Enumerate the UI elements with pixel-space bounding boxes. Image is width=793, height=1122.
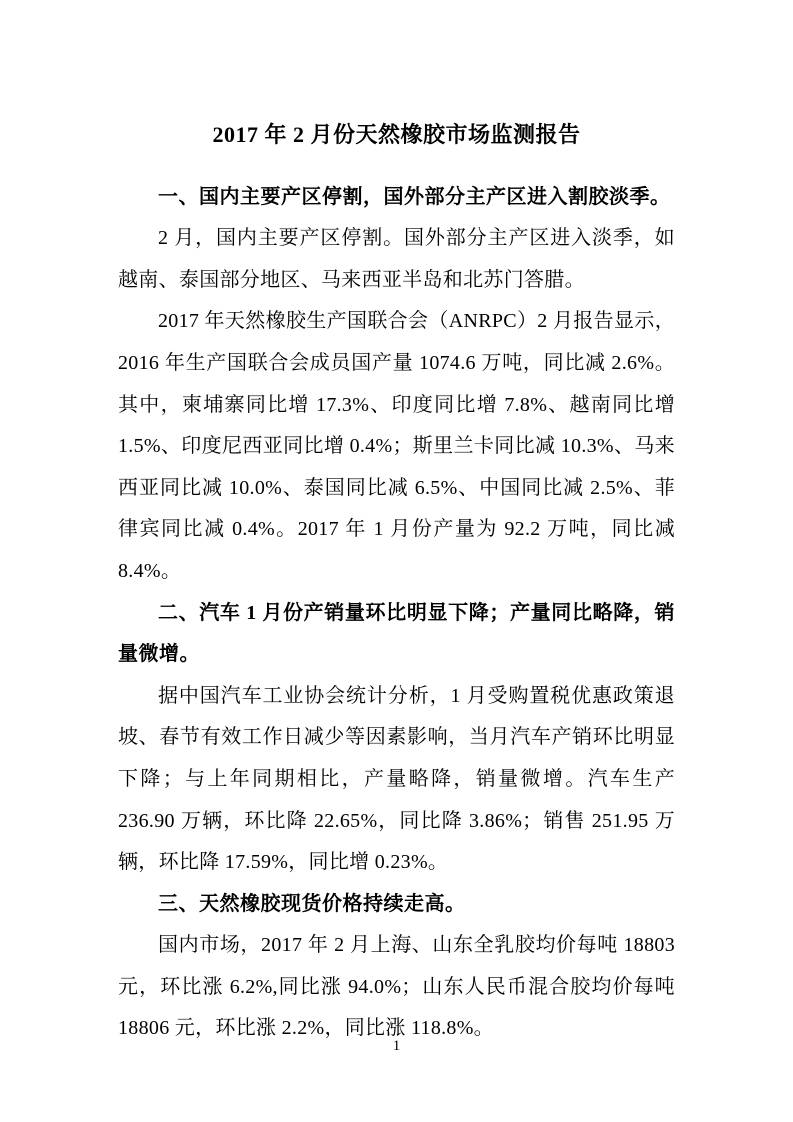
paragraph: 2017 年天然橡胶生产国联合会（ANRPC）2 月报告显示，2016 年生产国联合会成员国产量 1074.6 万吨，同比减 2.6%。其中，柬埔寨同比增 17.3%、印度同比增 7.8%、越南同比增 1.5%、印度尼西亚同比增 0.4%；斯里兰卡同比减 10.3%、马来西亚同比减 10.0%、泰国同比减 6.5%、中国同比减 2.5%、菲律宾同比减 0.4%。2017 年 1 月份产量为 92.2 万吨，同比减 8.4%。 [118,310,675,582]
section-heading-2: 二、汽车 1 月份产销量环比明显下降；产量同比略降，销量微增。 [118,601,675,666]
document-title: 2017 年 2 月份天然橡胶市场监测报告 [212,122,581,147]
page-footer [0,1036,793,1056]
section-spot-price [118,884,675,1050]
paragraph: 2 月，国内主要产区停割。国外部分主产区进入淡季，如越南、泰国部分地区、马来西亚半岛和北苏门答腊。 [118,227,675,291]
section-heading-3: 三、天然橡胶现货价格持续走高。 [158,892,466,915]
paragraph: 据中国汽车工业协会统计分析，1 月受购置税优惠政策退坡、春节有效工作日减少等因素影响，当月汽车产销环比明显下降；与上年同期相比，产量略降，销量微增。汽车生产 236.90 万辆，环比降 22.65%，同比降 3.86%；销售 251.95 万辆，环比降 17.59%，同比增 0.23%。 [118,684,675,874]
section-heading-1: 一、国内主要产区停割，国外部分主产区进入割胶淡季。 [158,185,671,208]
paragraph: 国内市场，2017 年 2 月上海、山东全乳胶均价每吨 18803 元，环比涨 6.2%,同比涨 94.0%；山东人民币混合胶均价每吨 18806 元，环比涨 2.2%，同比涨 118.8%。 [118,934,675,1040]
section-domestic-production [118,177,675,593]
section-auto-market [118,593,675,884]
page-number: 1 [392,1038,401,1054]
